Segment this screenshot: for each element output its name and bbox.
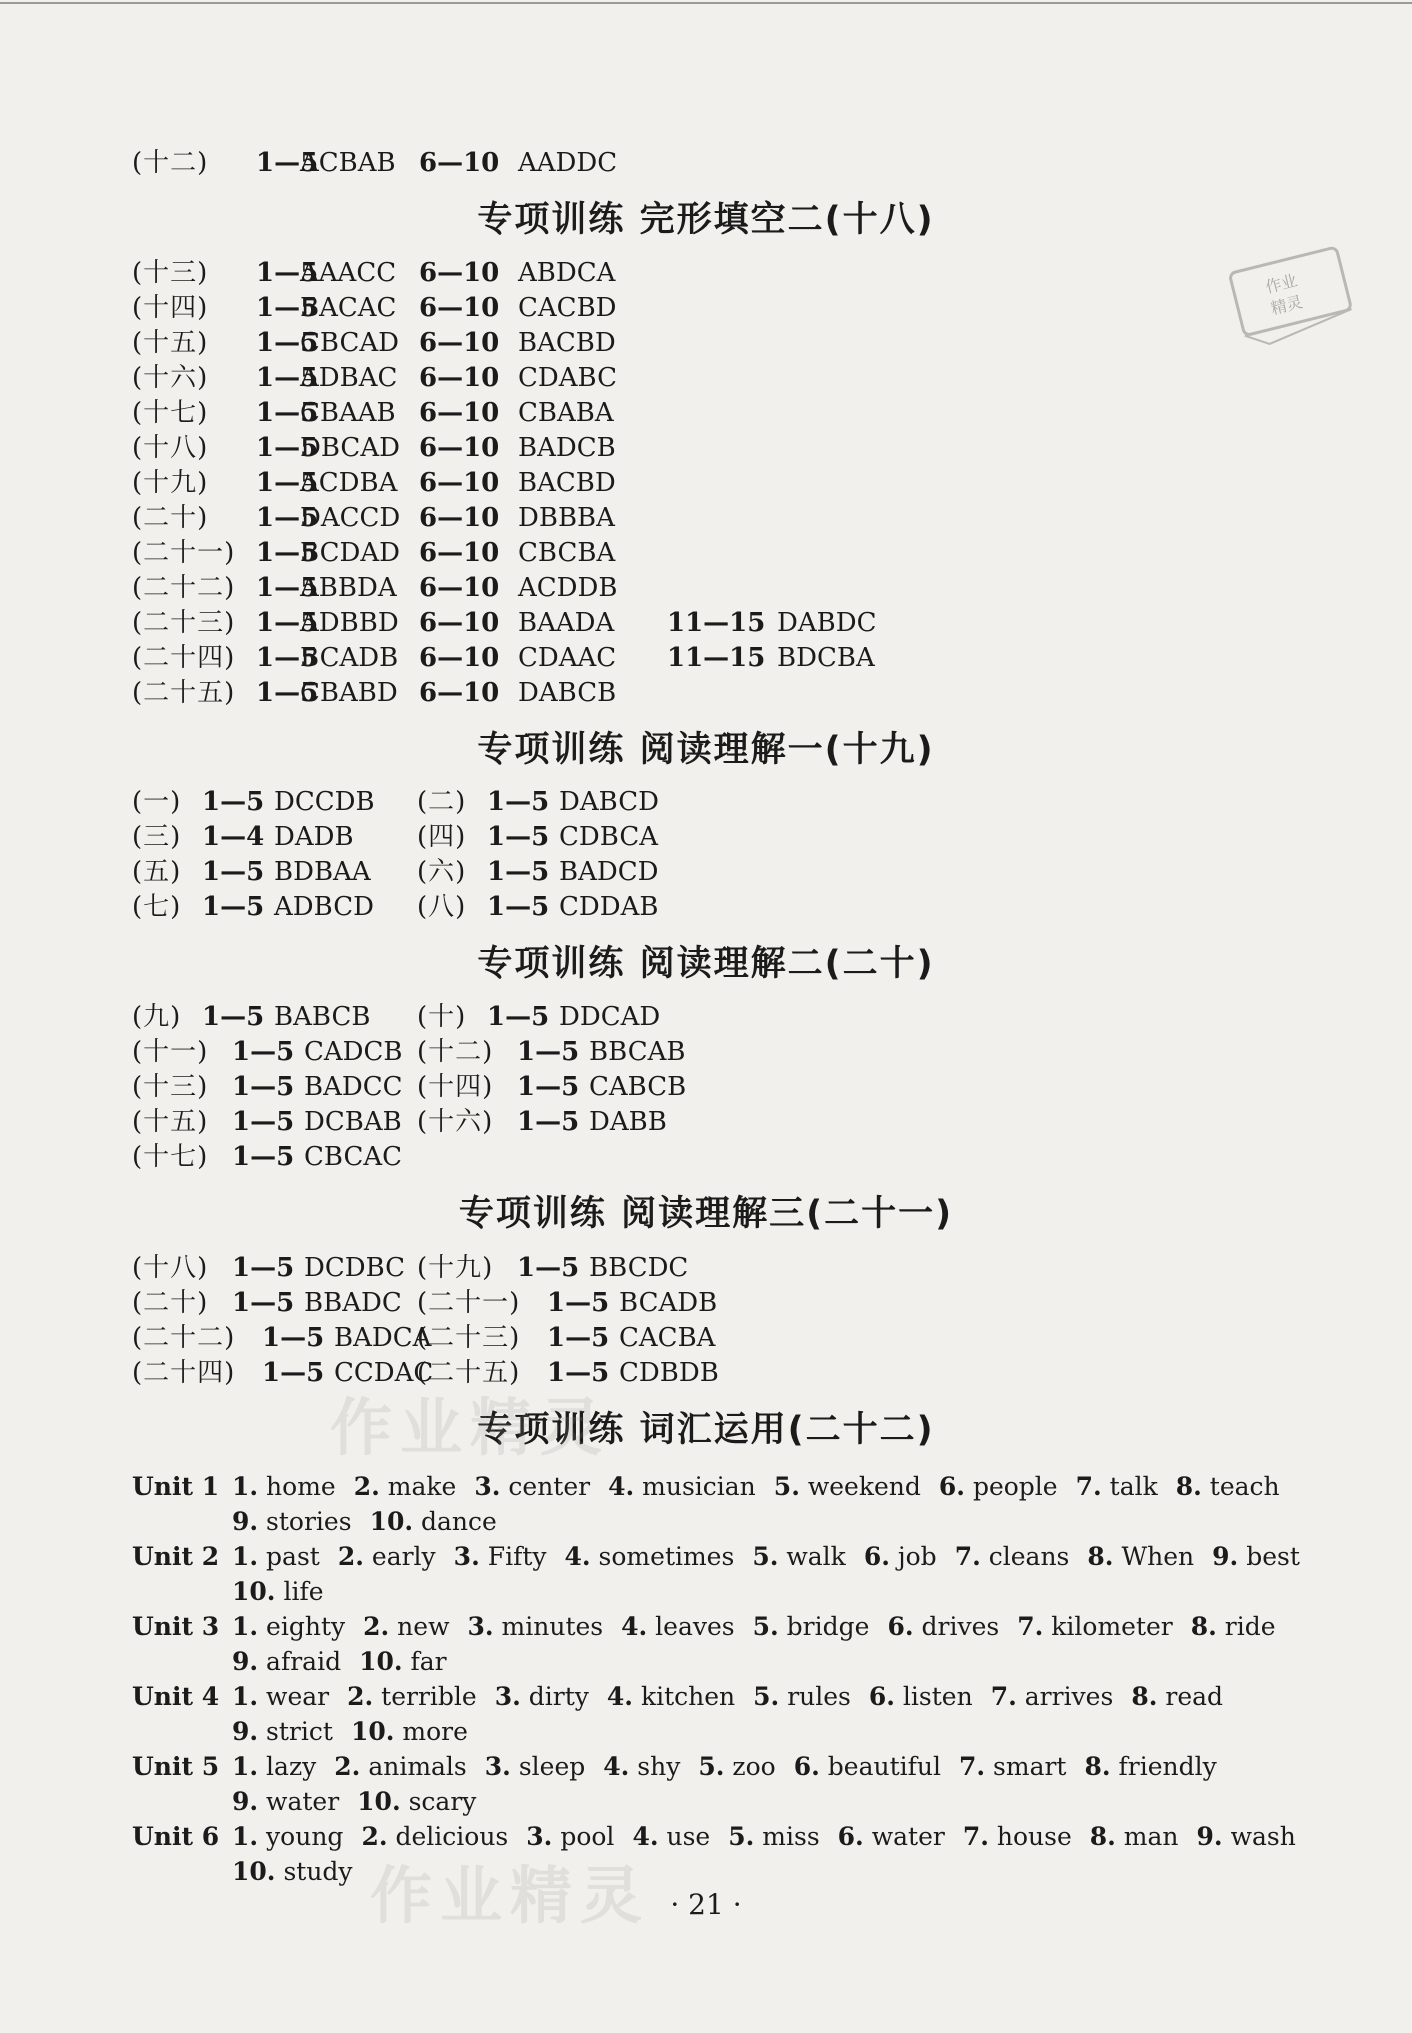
- row-label: (三): [132, 822, 182, 852]
- vocab-item: 8. When: [1087, 1542, 1195, 1571]
- row-label: (十二): [132, 148, 209, 178]
- unit-label: Unit 3: [132, 1612, 220, 1641]
- vocab-item: 8. man: [1089, 1822, 1179, 1851]
- range-1: 1—5: [256, 573, 319, 603]
- range: 1—4: [202, 822, 265, 852]
- range-2: 6—10: [419, 398, 500, 428]
- row-label: (二十五): [417, 1358, 521, 1388]
- unit-label: Unit 6: [132, 1822, 220, 1851]
- vocab-item: 4. use: [632, 1822, 711, 1851]
- range-1: 1—5: [256, 258, 319, 288]
- vocab-item: 3. center: [474, 1472, 591, 1501]
- range: 1—5: [202, 857, 265, 887]
- vocab-item: 10. study: [232, 1857, 353, 1886]
- row-label: (二十四): [132, 1358, 236, 1388]
- answers-2: CDAAC: [518, 643, 617, 673]
- vocab-item: 10. more: [350, 1717, 468, 1746]
- answers: DABB: [589, 1107, 667, 1137]
- answers-2: AADDC: [518, 148, 618, 178]
- answers: BBADC: [304, 1288, 402, 1318]
- answers: BDBAA: [274, 857, 371, 887]
- answers-1: CBAAB: [300, 398, 396, 428]
- heading-vocab-22: 专项训练 词汇运用(二十二): [477, 1410, 935, 1450]
- answers-2: DBBBA: [518, 503, 615, 533]
- answers-2: DABCB: [518, 678, 617, 708]
- vocab-item: 2. animals: [334, 1752, 467, 1781]
- answers: BADCC: [304, 1072, 403, 1102]
- range: 1—5: [517, 1107, 580, 1137]
- range-1: 1—5: [256, 643, 319, 673]
- row-label: (十七): [132, 398, 209, 428]
- vocab-items: [232, 1470, 1298, 1504]
- row-label: (二): [417, 787, 467, 817]
- svg-text:作业: 作业: [1263, 270, 1300, 297]
- answers: DCDBC: [304, 1253, 406, 1283]
- vocab-item: 10. scary: [357, 1787, 477, 1816]
- answers-2: BAADA: [518, 608, 615, 638]
- range-3: 11—15: [667, 643, 766, 673]
- answers: ADBCD: [274, 892, 374, 922]
- range: 1—5: [517, 1072, 580, 1102]
- range-2: 6—10: [419, 293, 500, 323]
- answers: BADCA: [334, 1323, 432, 1353]
- watermark-bottom: 作业精灵: [370, 1859, 651, 1932]
- vocab-item: 1. lazy: [232, 1752, 317, 1781]
- vocab-item: 4. kitchen: [606, 1682, 736, 1711]
- vocab-item: 7. smart: [958, 1752, 1067, 1781]
- answers: CDBDB: [619, 1358, 719, 1388]
- answers-1: ABBDA: [300, 573, 397, 603]
- row-label: (九): [132, 1002, 182, 1032]
- vocab-item: 8. ride: [1190, 1612, 1276, 1641]
- answers-1: DBCAD: [300, 433, 400, 463]
- row-label: (十五): [132, 328, 209, 358]
- vocab-items: [232, 1645, 465, 1679]
- watermark: 作业精灵: [330, 1391, 611, 1464]
- vocab-item: 1. eighty: [232, 1612, 346, 1641]
- row-label: (十七): [132, 1142, 209, 1172]
- answers: CADCB: [304, 1037, 403, 1067]
- range-2: 6—10: [419, 503, 500, 533]
- answers-1: DACCD: [300, 503, 401, 533]
- row-label: (二十三): [417, 1323, 521, 1353]
- range: 1—5: [232, 1037, 295, 1067]
- answers-1: CBCAD: [300, 328, 399, 358]
- range: 1—5: [487, 787, 550, 817]
- vocab-item: 1. past: [232, 1542, 320, 1571]
- vocab-item: 9. wash: [1196, 1822, 1296, 1851]
- row-label: (十二): [417, 1037, 494, 1067]
- answers-1: BCDAD: [300, 538, 400, 568]
- vocab-item: 5. weekend: [773, 1472, 921, 1501]
- answers-1: ACDBA: [300, 468, 398, 498]
- range: 1—5: [487, 822, 550, 852]
- answers: DADB: [274, 822, 354, 852]
- row-label: (十九): [132, 468, 209, 498]
- range-3: 11—15: [667, 608, 766, 638]
- vocab-item: 7. cleans: [954, 1542, 1070, 1571]
- answers-1: ACBAB: [300, 148, 396, 178]
- range: 1—5: [547, 1288, 610, 1318]
- range-1: 1—5: [256, 678, 319, 708]
- heading-reading-19: 专项训练 阅读理解一(十九): [477, 730, 935, 770]
- vocab-item: 2. early: [337, 1542, 436, 1571]
- vocab-item: 3. Fifty: [453, 1542, 547, 1571]
- vocab-item: 6. water: [837, 1822, 945, 1851]
- vocab-item: 1. young: [232, 1822, 344, 1851]
- vocab-item: 3. sleep: [484, 1752, 586, 1781]
- unit-label: Unit 2: [132, 1542, 220, 1571]
- vocab-items: [232, 1715, 486, 1749]
- vocab-items: [232, 1610, 1294, 1644]
- vocab-items: [232, 1680, 1241, 1714]
- range: 1—5: [232, 1072, 295, 1102]
- answers: CACBA: [619, 1323, 716, 1353]
- range: 1—5: [487, 892, 550, 922]
- range: 1—5: [202, 787, 265, 817]
- vocab-item: 5. miss: [728, 1822, 820, 1851]
- range: 1—5: [547, 1358, 610, 1388]
- vocab-item: 9. strict: [232, 1717, 333, 1746]
- answers: CABCB: [589, 1072, 687, 1102]
- answers: BCADB: [619, 1288, 718, 1318]
- answers-2: CACBD: [518, 293, 617, 323]
- vocab-item: 9. water: [232, 1787, 340, 1816]
- row-label: (二十): [132, 503, 209, 533]
- range: 1—5: [487, 857, 550, 887]
- answers-2: CBABA: [518, 398, 614, 428]
- vocab-item: 8. friendly: [1084, 1752, 1217, 1781]
- vocab-items: [232, 1540, 1318, 1574]
- row-label: (十八): [132, 1253, 209, 1283]
- range: 1—5: [517, 1037, 580, 1067]
- answers: BABCB: [274, 1002, 371, 1032]
- row-label: (二十三): [132, 608, 236, 638]
- range: 1—5: [232, 1288, 295, 1318]
- range: 1—5: [202, 1002, 265, 1032]
- vocab-item: 3. dirty: [494, 1682, 589, 1711]
- answers: CBCAC: [304, 1142, 403, 1172]
- vocab-item: 6. job: [863, 1542, 937, 1571]
- answers-2: ABDCA: [518, 258, 616, 288]
- range-2: 6—10: [419, 468, 500, 498]
- answers-2: CBCBA: [518, 538, 616, 568]
- heading-reading-20: 专项训练 阅读理解二(二十): [477, 944, 935, 984]
- row-label: (十五): [132, 1107, 209, 1137]
- range-2: 6—10: [419, 678, 500, 708]
- answers-2: CDABC: [518, 363, 617, 393]
- vocab-item: 9. stories: [232, 1507, 352, 1536]
- vocab-item: 7. house: [962, 1822, 1072, 1851]
- row-label: (二十二): [132, 573, 236, 603]
- range: 1—5: [487, 1002, 550, 1032]
- vocab-item: 1. wear: [232, 1682, 330, 1711]
- vocab-item: 6. people: [938, 1472, 1058, 1501]
- answers-3: BDCBA: [777, 643, 875, 673]
- range-1: 1—5: [256, 363, 319, 393]
- row-label: (二十一): [132, 538, 236, 568]
- stamp-logo: [1208, 238, 1368, 350]
- range-2: 6—10: [419, 573, 500, 603]
- row-label: (十六): [132, 363, 209, 393]
- range: 1—5: [517, 1253, 580, 1283]
- range: 1—5: [232, 1107, 295, 1137]
- answers: CDBCA: [559, 822, 658, 852]
- row-label: (十三): [132, 1072, 209, 1102]
- answers: DDCAD: [559, 1002, 661, 1032]
- range-2: 6—10: [419, 608, 500, 638]
- vocab-item: 4. sometimes: [564, 1542, 735, 1571]
- heading-cloze-18: 专项训练 完形填空二(十八): [477, 200, 935, 240]
- row-label: (十三): [132, 258, 209, 288]
- vocab-item: 5. bridge: [752, 1612, 870, 1641]
- row-label: (二十一): [417, 1288, 521, 1318]
- unit-label: Unit 5: [132, 1752, 220, 1781]
- page-number: · 21 ·: [670, 1888, 742, 1921]
- range-2: 6—10: [419, 538, 500, 568]
- row-label: (五): [132, 857, 182, 887]
- vocab-item: 7. talk: [1075, 1472, 1158, 1501]
- range: 1—5: [547, 1323, 610, 1353]
- answers-1: CBABD: [300, 678, 398, 708]
- vocab-item: 2. terrible: [347, 1682, 477, 1711]
- row-label: (二十): [132, 1288, 209, 1318]
- vocab-item: 6. listen: [868, 1682, 973, 1711]
- answers-2: BADCB: [518, 433, 616, 463]
- range: 1—5: [202, 892, 265, 922]
- vocab-item: 9. afraid: [232, 1647, 342, 1676]
- answers-1: BCADB: [300, 643, 399, 673]
- heading-reading-21: 专项训练 阅读理解三(二十一): [458, 1194, 954, 1234]
- vocab-item: 4. shy: [603, 1752, 681, 1781]
- row-label: (十四): [132, 293, 209, 323]
- vocab-item: 3. minutes: [467, 1612, 604, 1641]
- vocab-item: 10. far: [359, 1647, 447, 1676]
- vocab-item: 10. dance: [369, 1507, 497, 1536]
- vocab-item: 8. read: [1131, 1682, 1224, 1711]
- range-1: 1—5: [256, 433, 319, 463]
- answers: CCDAC: [334, 1358, 434, 1388]
- range-1: 1—5: [256, 398, 319, 428]
- vocab-item: 4. musician: [608, 1472, 756, 1501]
- vocab-item: 4. leaves: [621, 1612, 735, 1641]
- row-label: (二十四): [132, 643, 236, 673]
- vocab-items: [232, 1575, 342, 1609]
- row-label: (十六): [417, 1107, 494, 1137]
- range-2: 6—10: [419, 258, 500, 288]
- answers: CDDAB: [559, 892, 659, 922]
- range-2: 6—10: [419, 433, 500, 463]
- range-1: 1—5: [256, 608, 319, 638]
- range-2: 6—10: [419, 328, 500, 358]
- answers-3: DABDC: [777, 608, 877, 638]
- vocab-item: 1. home: [232, 1472, 336, 1501]
- svg-text:精灵: 精灵: [1268, 292, 1305, 319]
- range-2: 6—10: [419, 643, 500, 673]
- range-2: 6—10: [419, 148, 500, 178]
- vocab-item: 6. beautiful: [793, 1752, 941, 1781]
- answers: BBCAB: [589, 1037, 686, 1067]
- top-border-line: [0, 2, 1412, 4]
- answers-2: BACBD: [518, 468, 616, 498]
- answers: BADCD: [559, 857, 659, 887]
- range-1: 1—5: [256, 148, 319, 178]
- range-1: 1—5: [256, 503, 319, 533]
- range-1: 1—5: [256, 538, 319, 568]
- range-1: 1—5: [256, 328, 319, 358]
- row-label: (八): [417, 892, 467, 922]
- vocab-items: [232, 1750, 1235, 1784]
- vocab-item: 3. pool: [526, 1822, 615, 1851]
- vocab-item: 8. teach: [1175, 1472, 1280, 1501]
- unit-label: Unit 1: [132, 1472, 220, 1501]
- vocab-item: 2. new: [363, 1612, 450, 1641]
- row-label: (六): [417, 857, 467, 887]
- vocab-item: 9. best: [1212, 1542, 1300, 1571]
- answers-1: ADBBD: [300, 608, 399, 638]
- vocab-items: [232, 1785, 494, 1819]
- row-label: (二十二): [132, 1323, 236, 1353]
- row-label: (十八): [132, 433, 209, 463]
- row-label: (十四): [417, 1072, 494, 1102]
- row-label: (四): [417, 822, 467, 852]
- answers-2: ACDDB: [518, 573, 618, 603]
- range-1: 1—5: [256, 293, 319, 323]
- row-label: (二十五): [132, 678, 236, 708]
- vocab-item: 5. zoo: [698, 1752, 776, 1781]
- row-label: (七): [132, 892, 182, 922]
- range: 1—5: [232, 1253, 295, 1283]
- answers: DCCDB: [274, 787, 375, 817]
- answers-1: BACAC: [300, 293, 397, 323]
- range: 1—5: [262, 1323, 325, 1353]
- answers-1: ADBAC: [300, 363, 398, 393]
- row-label: (十): [417, 1002, 467, 1032]
- answers-1: AAACC: [300, 258, 397, 288]
- vocab-item: 10. life: [232, 1577, 324, 1606]
- vocab-item: 2. delicious: [361, 1822, 509, 1851]
- range-1: 1—5: [256, 468, 319, 498]
- range: 1—5: [262, 1358, 325, 1388]
- range: 1—5: [232, 1142, 295, 1172]
- row-label: (十九): [417, 1253, 494, 1283]
- answers: BBCDC: [589, 1253, 689, 1283]
- answers: DABCD: [559, 787, 659, 817]
- vocab-item: 7. kilometer: [1017, 1612, 1173, 1641]
- row-label: (十一): [132, 1037, 209, 1067]
- vocab-item: 2. make: [353, 1472, 457, 1501]
- row-label: (一): [132, 787, 182, 817]
- vocab-items: [232, 1505, 515, 1539]
- vocab-item: 6. drives: [887, 1612, 1000, 1641]
- vocab-item: 5. walk: [752, 1542, 846, 1571]
- range-2: 6—10: [419, 363, 500, 393]
- vocab-item: 5. rules: [753, 1682, 851, 1711]
- answers: DCBAB: [304, 1107, 402, 1137]
- vocab-items: [232, 1855, 371, 1889]
- vocab-item: 7. arrives: [990, 1682, 1114, 1711]
- answers-2: BACBD: [518, 328, 616, 358]
- unit-label: Unit 4: [132, 1682, 220, 1711]
